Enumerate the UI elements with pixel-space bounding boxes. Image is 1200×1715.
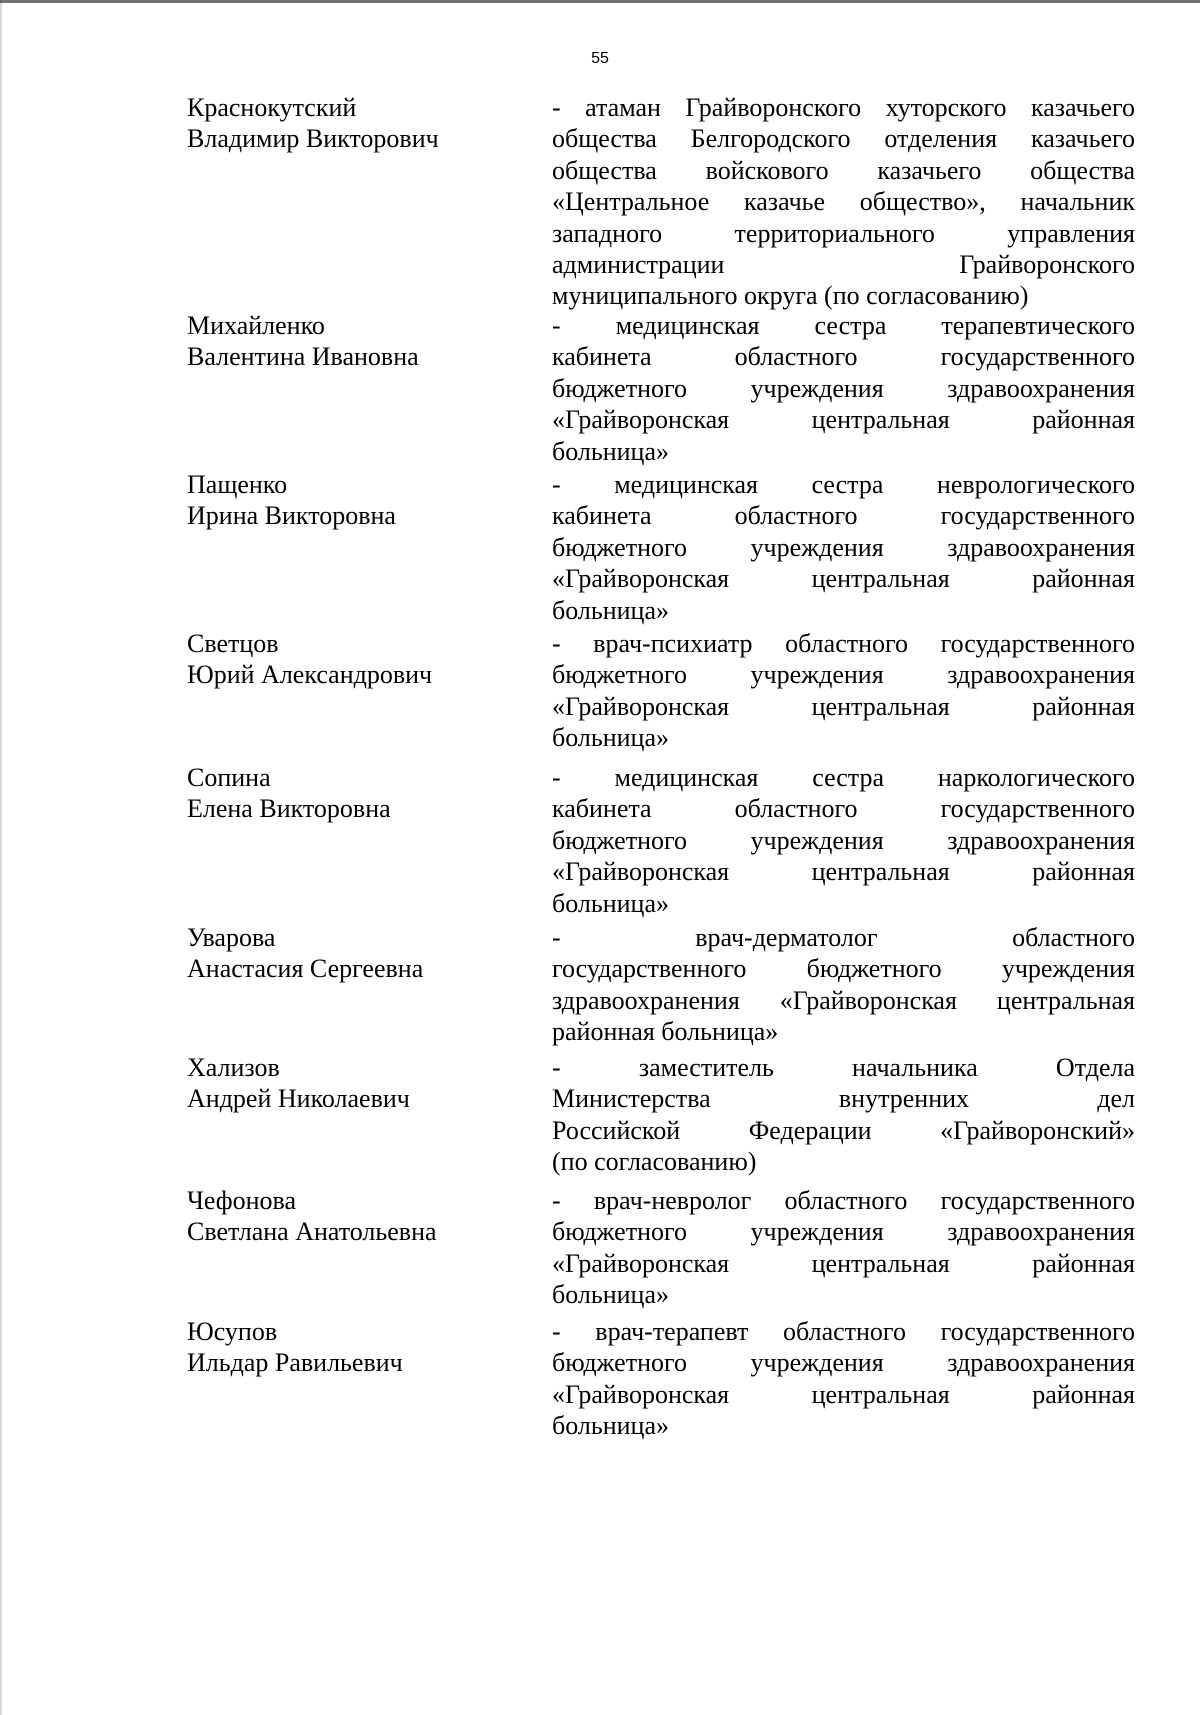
role-line: здравоохранения «Грайворонская центральная <box>552 985 1135 1015</box>
member-role <box>552 1052 1135 1178</box>
scan-top-edge <box>0 0 1200 3</box>
role-line: бюджетного учреждения здравоохранения <box>552 1348 1135 1378</box>
role-line: - медицинская сестра неврологического <box>552 470 1135 499</box>
member-name <box>187 1316 552 1379</box>
member-given-names: Светлана Анатольевна <box>187 1217 437 1247</box>
role-line: администрации Грайворонского <box>552 250 1135 280</box>
role-line: больница» <box>552 1280 669 1310</box>
member-surname: Чефонова <box>187 1186 296 1215</box>
member-surname: Пащенко <box>187 470 288 499</box>
member-surname: Хализов <box>187 1053 280 1082</box>
role-line: муниципального округа (по согласованию) <box>552 281 1029 311</box>
role-line: (по согласованию) <box>552 1147 757 1177</box>
role-line: бюджетного учреждения здравоохранения <box>552 1217 1135 1247</box>
role-line: «Грайворонская центральная районная <box>552 405 1135 435</box>
member-name <box>187 628 552 691</box>
member-surname: Уварова <box>187 923 276 952</box>
member-given-names: Андрей Николаевич <box>187 1084 410 1114</box>
member-surname: Светцов <box>187 629 279 658</box>
role-line: «Грайворонская центральная районная <box>552 1248 1135 1278</box>
member-entry <box>187 762 1135 919</box>
member-name <box>187 92 552 155</box>
member-entry <box>187 922 1135 1048</box>
role-line: Российской Федерации «Грайворонский» <box>552 1115 1135 1145</box>
member-entry <box>187 1052 1135 1178</box>
role-line: - атаман Грайворонского хуторского казачьего <box>552 93 1135 122</box>
role-line: бюджетного учреждения здравоохранения <box>552 660 1135 690</box>
role-line: - медицинская сестра наркологического <box>552 763 1135 792</box>
role-line: «Центральное казачье общество», начальник <box>552 187 1135 217</box>
member-role <box>552 922 1135 1048</box>
role-line: - врач-психиатр областного государственного <box>552 629 1135 658</box>
page-number: 55 <box>591 50 609 67</box>
role-line: «Грайворонская центральная районная <box>552 857 1135 887</box>
member-entry <box>187 1185 1135 1311</box>
role-line: - врач-дерматолог областного <box>552 923 1135 952</box>
role-line: кабинета областного государственного <box>552 794 1135 824</box>
member-name <box>187 469 552 532</box>
role-line: - врач-невролог областного государственного <box>552 1186 1135 1215</box>
member-surname: Сопина <box>187 763 271 792</box>
role-line: Министерства внутренних дел <box>552 1084 1135 1114</box>
role-line: больница» <box>552 888 669 918</box>
role-line: общества войскового казачьего общества <box>552 155 1135 185</box>
member-entry <box>187 628 1135 754</box>
member-role <box>552 762 1135 919</box>
member-name <box>187 762 552 825</box>
member-role <box>552 1316 1135 1442</box>
member-role <box>552 92 1135 312</box>
member-name <box>187 310 552 373</box>
role-line: бюджетного учреждения здравоохранения <box>552 825 1135 855</box>
member-name <box>187 1052 552 1115</box>
role-line: районная больница» <box>552 1017 779 1047</box>
scan-left-edge <box>0 0 2 1715</box>
member-given-names: Валентина Ивановна <box>187 342 419 372</box>
member-entry <box>187 1316 1135 1442</box>
member-surname: Юсупов <box>187 1317 278 1346</box>
role-line: западного территориального управления <box>552 218 1135 248</box>
role-line: больница» <box>552 595 669 625</box>
member-given-names: Владимир Викторович <box>187 124 439 154</box>
role-line: кабинета областного государственного <box>552 342 1135 372</box>
member-name <box>187 1185 552 1248</box>
role-line: общества Белгородского отделения казачьего <box>552 124 1135 154</box>
member-name <box>187 922 552 985</box>
role-line: - медицинская сестра терапевтического <box>552 311 1135 340</box>
role-line: - врач-терапевт областного государственного <box>552 1317 1135 1346</box>
member-role <box>552 1185 1135 1311</box>
role-line: кабинета областного государственного <box>552 501 1135 531</box>
member-entry <box>187 469 1135 626</box>
member-entry <box>187 92 1135 312</box>
member-role <box>552 310 1135 467</box>
role-line: бюджетного учреждения здравоохранения <box>552 373 1135 403</box>
member-role <box>552 628 1135 754</box>
role-line: больница» <box>552 723 669 753</box>
member-entry <box>187 310 1135 467</box>
role-line: «Грайворонская центральная районная <box>552 1379 1135 1409</box>
member-given-names: Юрий Александрович <box>187 660 433 690</box>
member-role <box>552 469 1135 626</box>
role-line: «Грайворонская центральная районная <box>552 564 1135 594</box>
member-surname: Краснокутский <box>187 93 357 122</box>
role-line: «Грайворонская центральная районная <box>552 691 1135 721</box>
role-line: больница» <box>552 436 669 466</box>
role-line: больница» <box>552 1411 669 1441</box>
role-line: - заместитель начальника Отдела <box>552 1053 1135 1082</box>
member-given-names: Елена Викторовна <box>187 794 391 824</box>
member-given-names: Анастасия Сергеевна <box>187 954 424 984</box>
member-given-names: Ильдар Равильевич <box>187 1348 403 1378</box>
member-surname: Михайленко <box>187 311 325 340</box>
role-line: государственного бюджетного учреждения <box>552 954 1135 984</box>
role-line: бюджетного учреждения здравоохранения <box>552 532 1135 562</box>
member-given-names: Ирина Викторовна <box>187 501 396 531</box>
